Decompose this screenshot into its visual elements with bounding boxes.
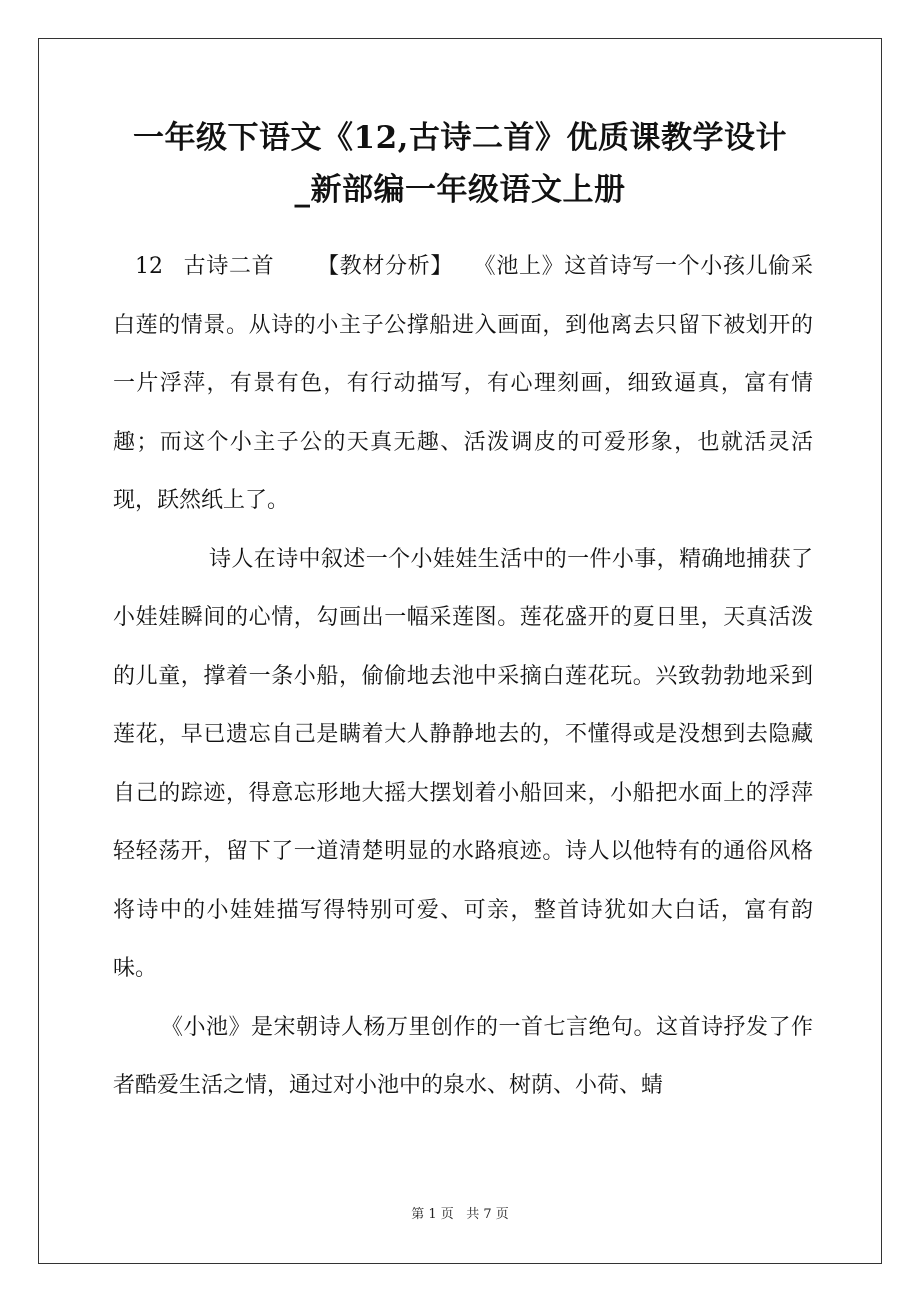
paragraph-2: 诗人在诗中叙述一个小娃娃生活中的一件小事，精确地捕获了小娃娃瞬间的心情，勾画出一幅采莲图。莲花盛开的夏日里，天真活泼的儿童，撑着一条小船，偷偷地去池中采摘白莲花玩。兴致勃勃地采到莲花，早已遗忘自己是瞒着大人静静地去的，不懂得或是没想到去隐藏自己的踪迹，得意忘形地大摇大摆划着小船回来，小船把水面上的浮萍轻轻荡开，留下了一道清楚明显的水路痕迹。诗人以他特有的通俗风格将诗中的小娃娃描写得特别可爱、可亲，整首诗犹如大白话，富有韵味。 (113, 546, 813, 981)
document-title (60, 112, 860, 216)
page-footer (0, 1206, 920, 1224)
title-line-2: _新部编一年级语文上册 (294, 172, 626, 208)
page-number: 第 1 页 (411, 1207, 454, 1222)
paragraph-1-text: 《池上》这首诗写一个小孩儿偷采白莲的情景。从诗的小主子公撑船进入画面，到他离去只留下被划开的一片浮萍，有景有色，有行动描写，有心理刻画，细致逼真，富有情趣；而这个小主子公的天真无趣、活泼调皮的可爱形象，也就活灵活现，跃然纸上了。 (113, 254, 813, 513)
title-line-1: 一年级下语文《12,古诗二首》优质课教学设计 (133, 120, 787, 156)
paragraph-3: 《小池》是宋朝诗人杨万里创作的一首七言绝句。这首诗抒发了作者酷爱生活之情，通过对小池中的泉水、树荫、小荷、蜻 (113, 1014, 813, 1098)
paragraph-1 (113, 238, 813, 531)
document-body (113, 238, 813, 1116)
section-label: 【教材分析】 (316, 254, 453, 279)
lesson-heading: 古诗二首 (183, 254, 275, 279)
lesson-number: 12 (135, 254, 163, 279)
page-total: 共 7 页 (466, 1207, 509, 1222)
